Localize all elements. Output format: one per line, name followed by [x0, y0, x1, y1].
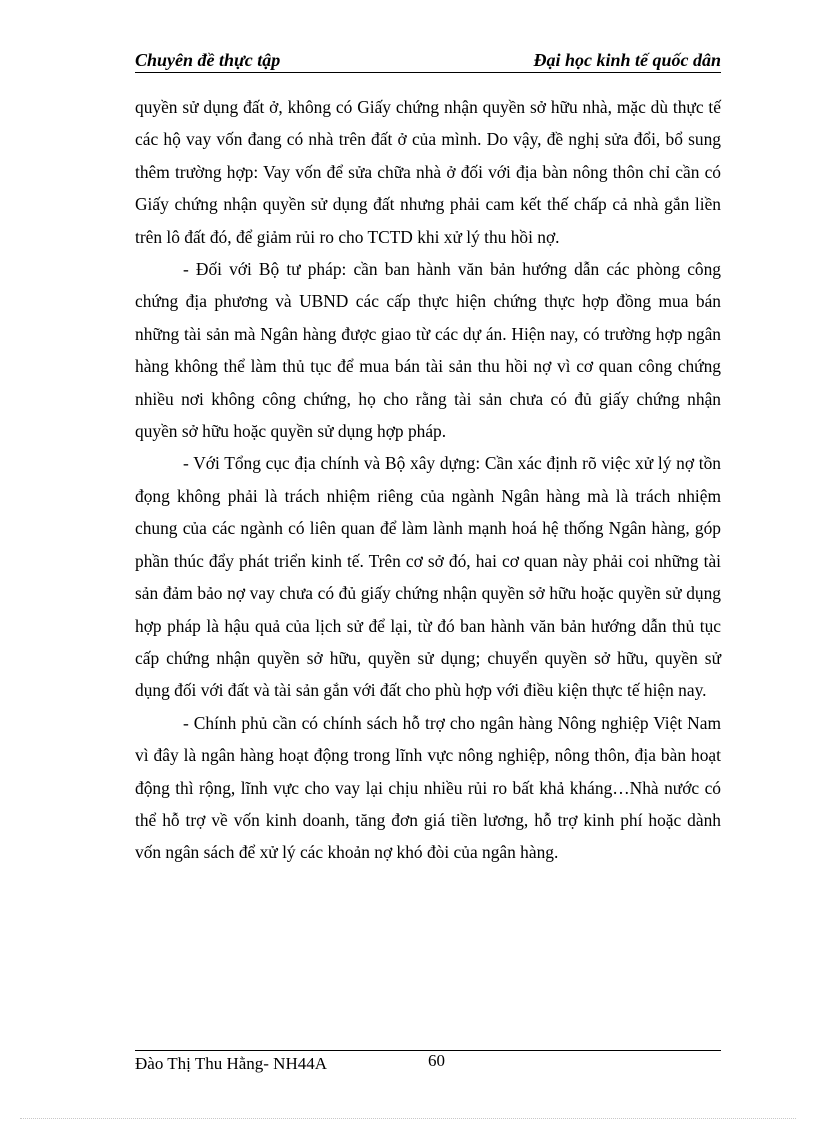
paragraph-land-and-construction: - Với Tổng cục địa chính và Bộ xây dựng: Cần xác định rõ việc xử lý nợ tồn đọng không phải là trách nhiệm riêng của ngành Ngân hàng mà là trách nhiệm chung của các ngành có liên quan để làm lành mạnh hoá hệ thống Ngân hàng, góp phần thúc đẩy phát triển kinh tế. Trên cơ sở đó, hai cơ quan này phải coi những tài sản đảm bảo nợ vay chưa có đủ giấy chứng nhận quyền sở hữu hoặc quyền sử dụng hợp pháp là hậu quả của lịch sử để lại, từ đó ban hành văn bản hướng dẫn thủ tục cấp chứng nhận quyền sở hữu, quyền sử dụng; chuyển quyền sở hữu, quyền sử dụng đối với đất và tài sản gắn với đất cho phù hợp với điều kiện thực tế hiện nay.	[135, 453, 721, 701]
paragraph-ministry-of-justice: - Đối với Bộ tư pháp: cần ban hành văn bản hướng dẫn các phòng công chứng địa phương và UBND các cấp thực hiện chứng thực hợp đồng mua bán những tài sản mà Ngân hàng được giao từ các dự án. Hiện nay, có trường hợp ngân hàng không thể làm thủ tục để mua bán tài sản thu hồi nợ vì cơ quan công chứng nhiều nơi không công chứng, họ cho rằng tài sản chưa có đủ giấy chứng nhận quyền sở hữu hoặc quyền sử dụng hợp pháp.	[135, 259, 721, 442]
header-divider	[135, 72, 721, 73]
paragraph-government-support: - Chính phủ cần có chính sách hỗ trợ cho ngân hàng Nông nghiệp Việt Nam vì đây là ngân hàng hoạt động trong lĩnh vực nông nghiệp, nông thôn, địa bàn hoạt động thì rộng, lĩnh vực cho vay lại chịu nhiều rủi ro bất khả kháng…Nhà nước có thể hỗ trợ về vốn kinh doanh, tăng đơn giá tiền lương, hỗ trợ kinh phí hoặc dành vốn ngân sách để xử lý các khoản nợ khó đòi của ngân hàng.	[135, 712, 721, 863]
main-text	[135, 91, 721, 869]
header-university: Đại học kinh tế quốc dân	[533, 50, 721, 70]
paragraph-continuation: quyền sử dụng đất ở, không có Giấy chứng nhận quyền sở hữu nhà, mặc dù thực tế các hộ vay vốn đang có nhà trên đất ở của mình. Do vậy, đề nghị sửa đổi, bổ sung thêm trường hợp: Vay vốn để sửa chữa nhà ở đối với địa bàn nông thôn chỉ cần có Giấy chứng nhận quyền sử dụng đất nhưng phải cam kết thế chấp cả nhà gắn liền trên lô đất đó, để giảm rủi ro cho TCTD khi xử lý thu hồi nợ.	[135, 97, 721, 247]
page-header	[135, 50, 721, 74]
footer-author: Đào Thị Thu Hằng- NH44A	[135, 1054, 328, 1073]
header-document-type: Chuyên đề thực tập	[135, 50, 281, 70]
page-number: 60	[428, 1051, 445, 1070]
page-bottom-edge	[20, 1118, 796, 1119]
